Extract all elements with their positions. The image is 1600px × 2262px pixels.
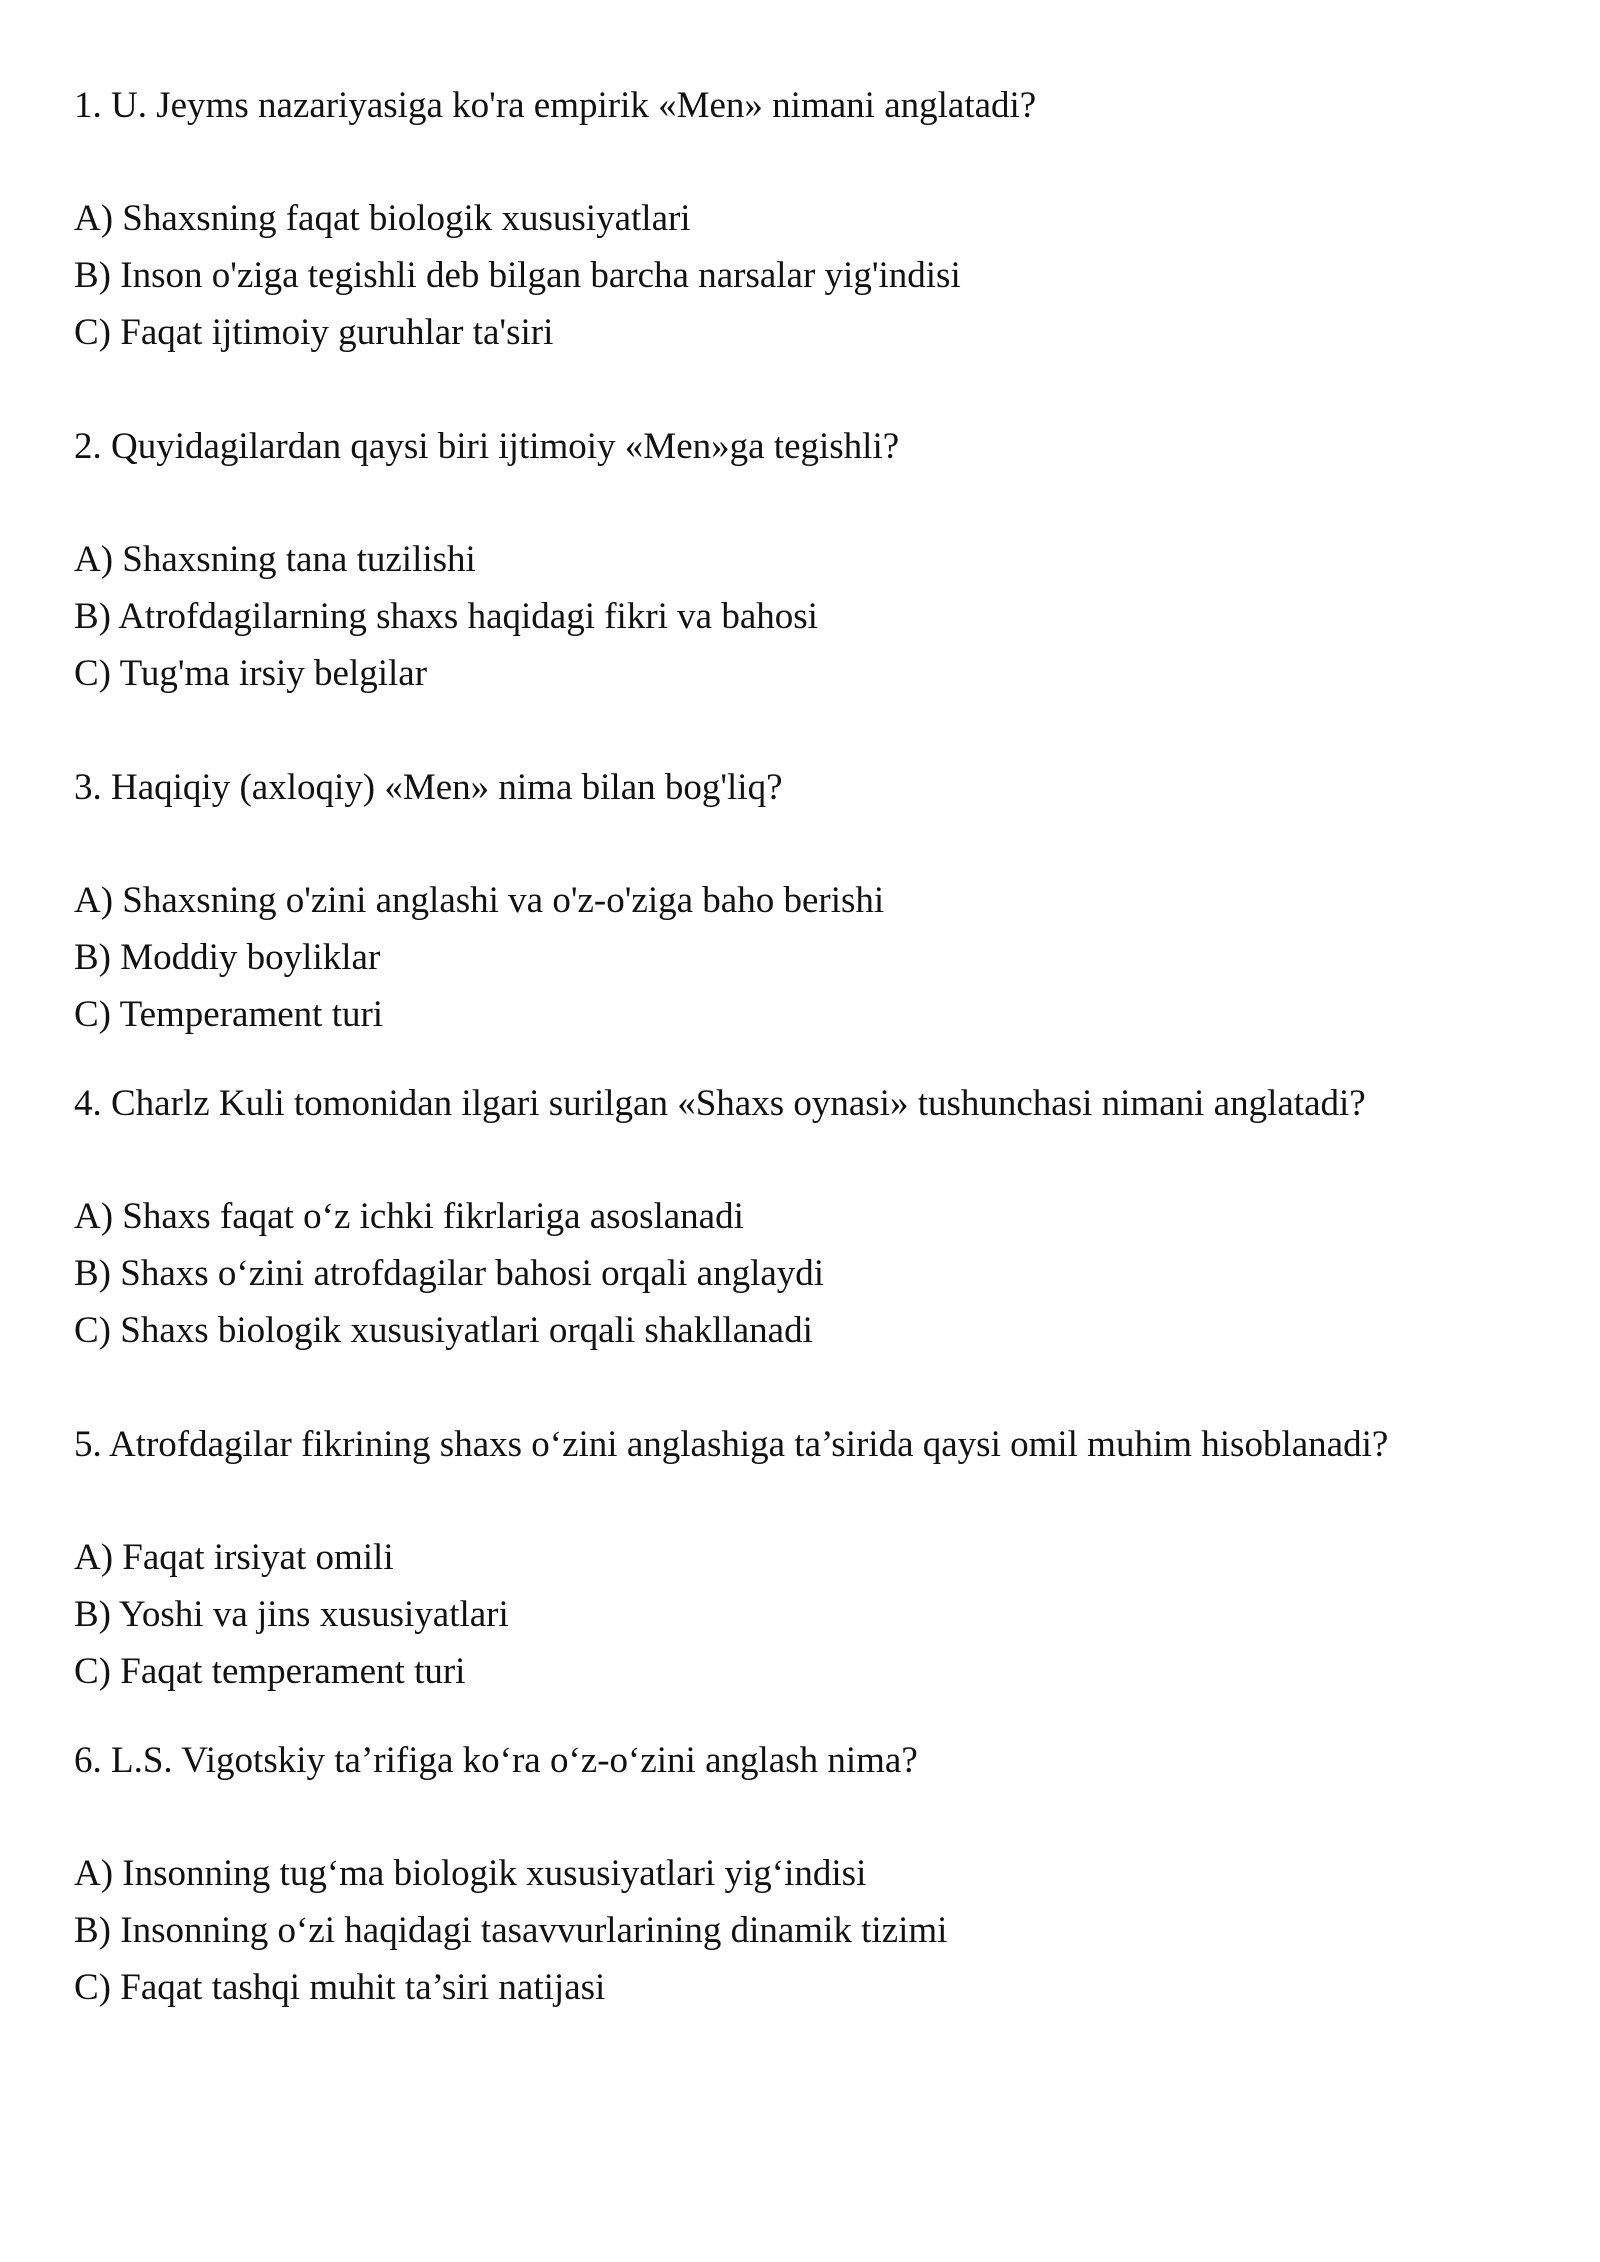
question-1: 1. U. Jeyms nazariyasiga ko'ra empirik «Men» nimani anglatadi? [74,85,1037,126]
question-6-option-b: B) Insonning o‘zi haqidagi tasavvurlarining dinamik tizimi [74,1910,948,1951]
question-4: 4. Charlz Kuli tomonidan ilgari surilgan «Shaxs oynasi» tushunchasi nimani anglatadi? [74,1083,1366,1124]
question-5-option-b: B) Yoshi va jins xususiyatlari [74,1594,509,1635]
question-6: 6. L.S. Vigotskiy ta’rifiga ko‘ra o‘z-o‘zini anglash nima? [74,1740,918,1781]
question-1-option-a: A) Shaxsning faqat biologik xususiyatlari [74,198,691,239]
question-5-option-a: A) Faqat irsiyat omili [74,1537,394,1578]
question-4-option-a: A) Shaxs faqat o‘z ichki fikrlariga asoslanadi [74,1196,744,1237]
question-2-option-b: B) Atrofdagilarning shaxs haqidagi fikri va bahosi [74,596,818,637]
question-6-option-a: A) Insonning tug‘ma biologik xususiyatlari yig‘indisi [74,1853,867,1894]
question-6-option-c: C) Faqat tashqi muhit ta’siri natijasi [74,1967,606,2008]
question-4-option-b: B) Shaxs o‘zini atrofdagilar bahosi orqali anglaydi [74,1253,825,1294]
question-3-option-a: A) Shaxsning o'zini anglashi va o'z-o'ziga baho berishi [74,880,885,921]
question-5-option-c: C) Faqat temperament turi [74,1651,466,1692]
question-4-option-c: C) Shaxs biologik xususiyatlari orqali shakllanadi [74,1310,813,1351]
question-2-option-c: C) Tug'ma irsiy belgilar [74,653,428,694]
question-5: 5. Atrofdagilar fikrining shaxs o‘zini anglashiga ta’sirida qaysi omil muhim hisoblanadi? [74,1424,1389,1465]
question-1-option-b: B) Inson o'ziga tegishli deb bilgan barcha narsalar yig'indisi [74,255,961,296]
question-2-option-a: A) Shaxsning tana tuzilishi [74,539,476,580]
question-3: 3. Haqiqiy (axloqiy) «Men» nima bilan bog'liq? [74,767,783,808]
question-3-option-c: C) Temperament turi [74,994,384,1035]
question-1-option-c: C) Faqat ijtimoiy guruhlar ta'siri [74,312,554,353]
question-3-option-b: B) Moddiy boyliklar [74,937,381,978]
question-2: 2. Quyidagilardan qaysi biri ijtimoiy «Men»ga tegishli? [74,426,900,467]
